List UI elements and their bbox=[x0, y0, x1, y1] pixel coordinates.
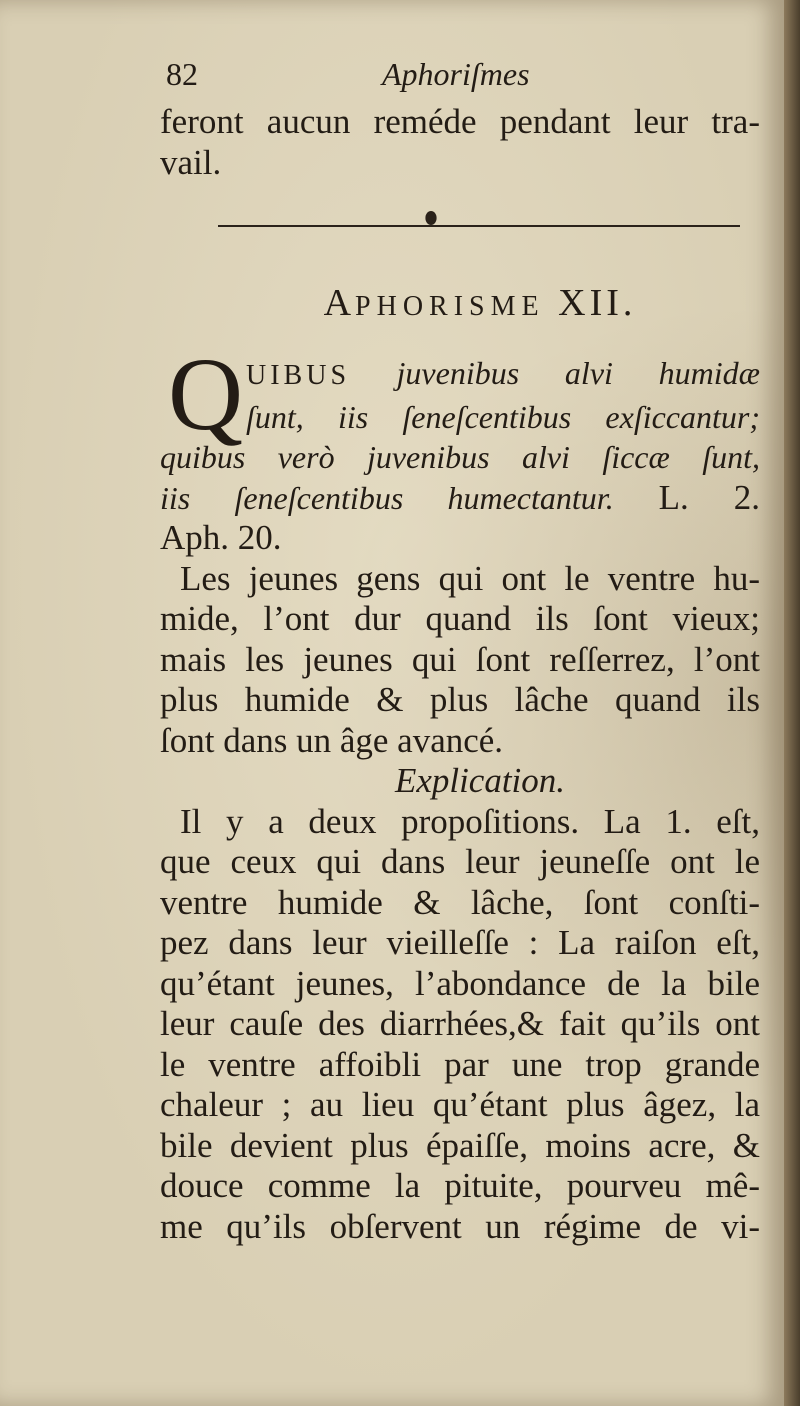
explication-title: Explication. bbox=[394, 761, 566, 800]
text-line: ſont dans un âge avancé. bbox=[160, 720, 504, 760]
drop-cap: Q bbox=[168, 337, 244, 452]
text-line: quibus verò juvenibus alvi ſiccæ ſunt, bbox=[160, 439, 760, 475]
heading-initial: A bbox=[323, 282, 356, 324]
text-line bbox=[160, 478, 760, 519]
text-line: le ventre affoibli par une trop grande bbox=[160, 1044, 760, 1084]
latin-text: juvenibus alvi humidæ bbox=[396, 355, 761, 391]
text-line: me qu’ils obſervent un régime de vi- bbox=[160, 1206, 760, 1246]
text-line: ſunt, iis ſeneſcentibus exſiccantur; bbox=[246, 398, 760, 435]
latin-aphorism bbox=[160, 337, 761, 559]
latin-smallcaps: UIBUS bbox=[246, 360, 351, 391]
section-divider bbox=[160, 183, 760, 257]
text-line: Aph. 20. bbox=[160, 518, 282, 557]
text-line: que ceux qui dans leur jeuneſſe ont le bbox=[160, 842, 760, 881]
carry-over-text bbox=[160, 102, 760, 183]
heading-numeral: XII. bbox=[558, 282, 637, 324]
text-line bbox=[246, 353, 760, 397]
running-title: Aphoriſmes bbox=[382, 56, 530, 92]
aphorism-reference: L. 2. bbox=[658, 477, 760, 517]
text-line: mais les jeunes qui ſont reſſerrez, l’ont bbox=[160, 639, 760, 679]
text-line: plus humide & plus lâche quand ils bbox=[160, 680, 760, 719]
explication-text bbox=[160, 802, 760, 1248]
text-line: mide, l’ont dur quand ils ſont vieux; bbox=[160, 599, 760, 638]
heading-smallcaps: PHORISME bbox=[355, 291, 545, 322]
text-line: vail. bbox=[160, 142, 222, 182]
ornament-icon bbox=[425, 211, 436, 225]
text-line: feront aucun reméde pendant leur tra- bbox=[160, 102, 760, 141]
running-header bbox=[160, 48, 760, 102]
text-line: chaleur ; au lieu qu’étant plus âgez, la bbox=[160, 1085, 760, 1124]
text-line: pez dans leur vieilleſſe : La raiſon eſt, bbox=[160, 923, 760, 962]
page-text bbox=[160, 48, 760, 1247]
text-line: ventre humide & lâche, ſont conſti- bbox=[160, 882, 760, 922]
text-line: Il y a deux propoſitions. La 1. eſt, bbox=[180, 801, 760, 841]
page-edge bbox=[784, 0, 800, 1406]
french-translation bbox=[160, 559, 760, 762]
horizontal-rule bbox=[218, 225, 740, 227]
text-line: Les jeunes gens qui ont le ventre hu- bbox=[180, 558, 760, 598]
text-line: leur cauſe des diarrhées,& fait qu’ils ont bbox=[160, 1004, 760, 1043]
aphorism-heading bbox=[160, 257, 760, 349]
text-line: douce comme la pituite, pourveu mê- bbox=[160, 1166, 760, 1205]
latin-text: iis ſeneſcentibus humectantur. bbox=[160, 479, 614, 516]
text-line: qu’étant jeunes, l’abondance de la bile bbox=[160, 963, 760, 1003]
page-number: 82 bbox=[166, 56, 198, 92]
text-line: bile devient plus épaiſſe, moins acre, & bbox=[160, 1125, 760, 1165]
